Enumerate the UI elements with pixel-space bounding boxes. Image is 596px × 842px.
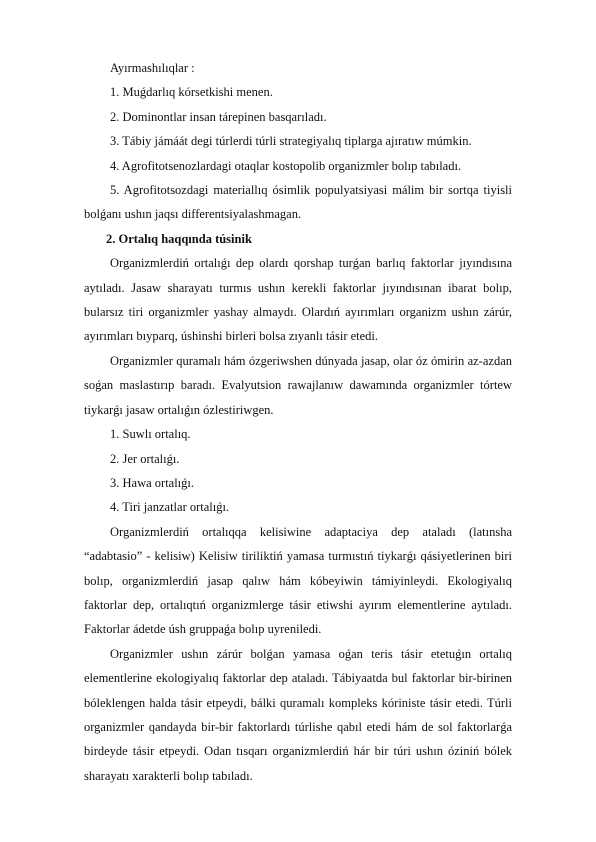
- differences-label: Ayırmashılıqlar :: [110, 61, 195, 75]
- paragraph-environment-definition: Organizmlerdiń ortalıǵı dep olardı qorshap turǵan barlıq faktorlar jıyındısına aytıladı. Jasaw sharayatı turmıs ushın kerekli faktorlar jıyındısınan ibarat bolıp, bularsız tiri organizmler yashay almaydı. Olardıń ayırımları organizm ushın zárúr, ayırımları bıyparq, úshinshi birleri bolsa zıyanlı tásir etedi.: [84, 256, 512, 344]
- environment-item-3: 3. Hawa ortalıǵı.: [110, 475, 195, 490]
- difference-item-2: 2. Dominontlar insan tárepinen basqarıladı.: [110, 109, 327, 124]
- section-heading: 2. Ortalıq haqqında túsinik: [106, 231, 252, 246]
- difference-item-3: 3. Tábiy jámáát degi túrlerdi túrli strategiyalıq tiplarga ajıratıw múmkin.: [110, 134, 472, 149]
- environment-item-2: 2. Jer ortalıǵı.: [110, 451, 180, 466]
- difference-item-4: 4. Agrofitotsenozlardagi otaqlar kostopolib organizmler bolıp tabıladı.: [110, 158, 462, 173]
- difference-item-1: 1. Muǵdarlıq kórsetkishi menen.: [110, 85, 273, 100]
- environment-item-4: 4. Tiri janzatlar ortalıǵı.: [110, 500, 230, 515]
- difference-item-5: 5. Agrofitotsozdagi materiallıq ósimlik populyatsiyasi málim bir sortqa tiyisli bolǵanı ushın jaqsı differentsiyalashmagan.: [84, 183, 512, 222]
- environment-item-1: 1. Suwlı ortalıq.: [110, 427, 191, 442]
- document-page: [84, 56, 512, 788]
- paragraph-adaptation-factors: Organizmlerdiń ortalıqqa kelisiwine adaptaciya dep ataladı (latınsha “adabtasio” - kelisiw) Kelisiw tiriliktiń yamasa turmıstıń tiykarǵı qásiyetlerinen biri bolıp, organizmlerdiń jasap qalıw hám kóbeyiwin támiyinleydi. Ekologiyalıq faktorlar dep, ortalıqtıń organizmlerge tásir etiwshi ayırım elementlerine aytıladı. Faktorlar ádetde úsh gruppaǵa bolıp uyreniledi.: [84, 524, 512, 637]
- paragraph-adaptation-environments: Organizmler quramalı hám ózgeriwshen dúnyada jasap, olar óz ómirin az-azdan soǵan maslastırıp baradı. Evalyutsion rawajlanıw dawamında organizmler tórtew tiykarǵı jasaw ortalıǵın ózlestiriwgen.: [84, 353, 512, 417]
- paragraph-ecological-factors: Organizmler ushın zárúr bolǵan yamasa oǵan teris tásir etetuǵın ortalıq elementlerine ekologiyalıq faktorlar dep ataladı. Tábiyaatda bul faktorlar bir-birinen bóleklengen halda tásir etpeydi, bálki quramalı kompleks kóriniste tásir etedi. Túrli organizmler qandayda bir-bir faktorlardı túrlishe qabıl etedi hám de sol faktorlarǵa birdeyde tásir etpeydi. Odan tısqarı organizmlerdiń hár bir túri ushın óziniń bólek sharayatı xarakterli bolıp tabıladı.: [84, 646, 512, 783]
